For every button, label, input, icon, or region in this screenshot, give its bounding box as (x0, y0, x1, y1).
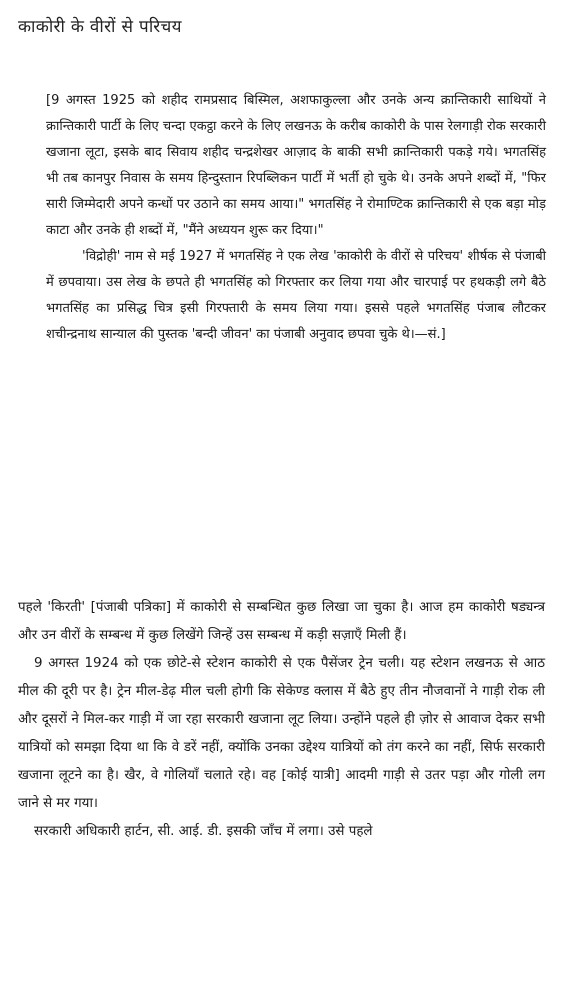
editorial-note-paragraph: [9 अगस्त 1925 को शहीद रामप्रसाद बिस्मिल, अशफाकुल्ला और उनके अन्य क्रान्तिकारी साथियों ने क्रान्तिकारी पार्टी के लिए चन्दा एकट्ठा करने के लिए लखनऊ के करीब काकोरी के पास रेलगाड़ी रोक सरकारी खजाना लूटा, इसके बाद सिवाय शहीद चन्द्रशेखर आज़ाद के बाकी सभी क्रान्तिकारी पकड़े गये। भगतसिंह भी तब कानपुर निवास के समय हिन्दुस्तान रिपब्लिकन पार्टी में भर्ती हो चुके थे। उनके अपने शब्दों में, "फिर सारी जिम्मेदारी अपने कन्धों पर उठाने का समय आया।" भगतसिंह ने रोमाण्टिक क्रान्तिकारी से एक बड़ा मोड़ काटा और उनके ही शब्दों में, "मैंने अध्ययन शुरू कर दिया।" (46, 93, 546, 238)
body-paragraph: 9 अगस्त 1924 को एक छोटे-से स्टेशन काकोरी से एक पैसेंजर ट्रेन चली। यह स्टेशन लखनऊ से आठ मील की दूरी पर है। ट्रेन मील-डेढ़ मील चली होगी कि सेकेण्ड क्लास में बैठे हुए तीन नौजवानों ने गाड़ी रोक ली और दूसरों ने मिल-कर गाड़ी में जा रहा सरकारी खजाना लूट लिया। उन्होंने पहले ही ज़ोर से आवाज देकर सभी यात्रियों को समझा दिया था कि वे डरें नहीं, क्योंकि उनका उद्देश्य यात्रियों को तंग करने का नहीं, सिर्फ सरकारी खजाना लूटने का है। खैर, वे गोलियाँ चलाते रहे। वह [कोई यात्री] आदमी गाड़ी से उतर पड़ा और गोली लग जाने से मर गया। (18, 656, 545, 811)
body-paragraph: सरकारी अधिकारी हार्टन, सी. आई. डी. इसकी जाँच में लगा। उसे पहले (34, 824, 373, 839)
editorial-note (46, 88, 546, 348)
body-paragraph: पहले 'किरती' [पंजाबी पत्रिका] में काकोरी से सम्बन्धित कुछ लिखा जा चुका है। आज हम काकोरी षड्यन्त्र और उन वीरों के सम्बन्ध में कुछ लिखेंगे जिन्हें उस सम्बन्ध में कड़ी सज़ाएँ मिली हैं। (18, 600, 545, 643)
article-body (18, 594, 545, 846)
editorial-note-paragraph: 'विद्रोही' नाम से मई 1927 में भगतसिंह ने एक लेख 'काकोरी के वीरों से परिचय' शीर्षक से पंजाबी में छपवाया। उस लेख के छपते ही भगतसिंह को गिरफ्तार कर लिया गया और चारपाई पर हथकड़ी लगे बैठे भगतसिंह का प्रसिद्ध चित्र इसी गिरफ्तारी के समय लिया गया। इससे पहले भगतसिंह पंजाब लौटकर शचीन्द्रनाथ सान्याल की पुस्तक 'बन्दी जीवन' का पंजाबी अनुवाद छपवा चुके थे।—सं.] (46, 249, 546, 342)
page-title: काकोरी के वीरों से परिचय (18, 17, 182, 37)
